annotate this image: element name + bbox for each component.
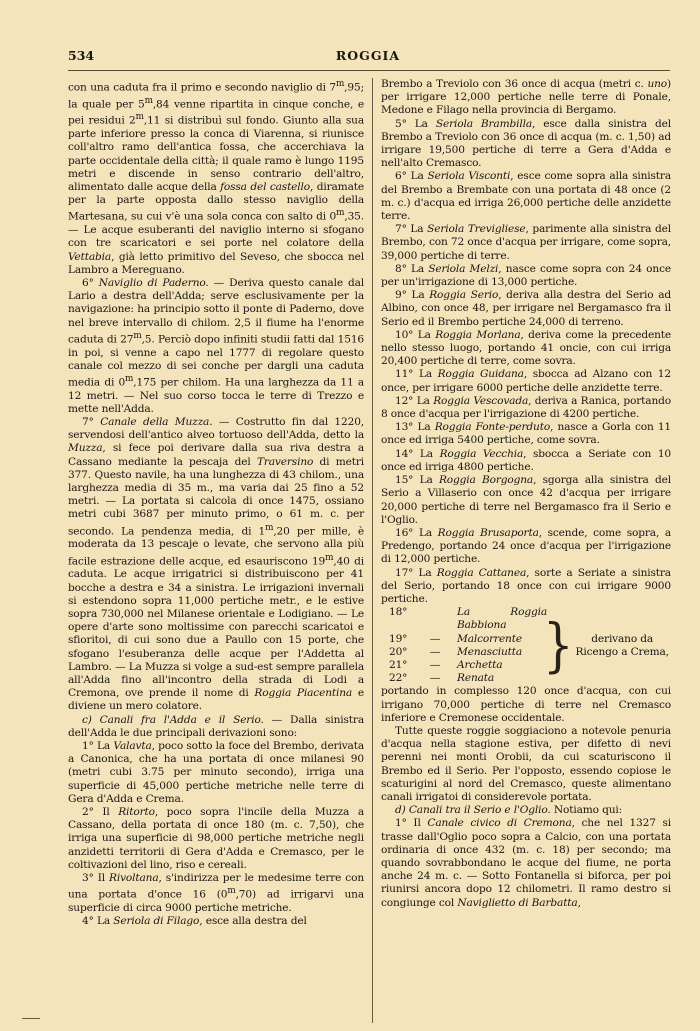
roggia-name: La Roggia Babbiona <box>457 606 547 632</box>
roggia-group-table <box>389 606 671 685</box>
paragraph: d) Canali tra il Serio e l'Oglio. Notiamo qui: <box>395 804 623 817</box>
roggia-num: 20° <box>389 645 408 658</box>
roggia-name: Renata <box>457 672 495 685</box>
paragraph: 6° Naviglio di Paderno. — Deriva questo canale dal Lario a destra dell'Adda; serve esclusivamente per la navigazione: ha principio sotto il ponte di Paderno, dove nel breve intervallo di chilom. 2,5 il fiume ha l'enorme caduta di 27$^m$,5. Perciò dopo infiniti studii fatti dal 1516 in poi, si venne a capo nel 1777 di regolare questo canale col mezzo di sei conche per dargli una caduta media di 0$^m$,175 per chilom. Ha una larghezza da 11 a 12 metri. — Nel suo corso tocca le terre di Trezzo e mette nell'Adda. <box>68 276 365 415</box>
right-column <box>381 78 671 910</box>
paragraph: portando in complesso 120 once d'acqua, con cui irrigano 70,000 pertiche di terre nel Cremasco inferiore e Cremonese occidentale. <box>381 685 671 724</box>
roggia-num: 22° <box>389 672 408 685</box>
roggia-row <box>389 672 547 685</box>
grouping-brace: } <box>543 612 574 680</box>
roggia-group-note: derivano da Ricengo a Crema, <box>575 632 669 658</box>
paragraph: 1° La Valavta, poco sotto la foce del Brembo, derivata a Canonica, che ha una portata di once milanesi 90 (metri cubi 3.75 per minuto secondo), irriga una superficie di 45,000 pertiche metriche nelle terre di Gera d'Adda e Crema. <box>68 740 364 805</box>
paragraph: 15° La Roggia Borgogna, sgorga alla sinistra del Serio a Villaserio con once 42 d'acqua per irrigare 20,000 pertiche di terre nel Bergamasco fra il Serio e l'Oglio. <box>381 474 671 526</box>
roggia-name: Archetta <box>457 658 503 671</box>
header-rule <box>68 70 670 71</box>
paragraph: 3° Il Rivoltana, s'indirizza per le medesime terre con una portata d'once 16 (0$^m$,70) ad irrigarvi una superficie di circa 9000 pertiche metriche. <box>68 872 364 914</box>
roggia-row <box>389 646 547 659</box>
paragraph: 6° La Seriola Visconti, esce come sopra alla sinistra del Brembo a Brembate con una portata di 48 once (2 m. c.) d'acqua ed irriga 26,000 pertiche delle anzidette terre. <box>381 170 671 223</box>
paragraph: 11° La Roggia Guidana, sbocca ad Alzano con 12 once, per irrigare 6000 pertiche delle anzidette terre. <box>381 368 671 394</box>
roggia-dash: — <box>429 645 441 658</box>
roggia-row <box>389 606 547 632</box>
paragraph: Tutte queste roggie soggiaciono a notevole penuria d'acqua nella stagione estiva, per difetto di nevi perenni nei monti Orobii, da cui scaturiscono il Brembo ed il Serio. Per l'opposto, essendo copiose le scaturigini al nord del Cremasco, queste alimentano canali irrigatoi di considerevole portata. <box>381 724 671 803</box>
roggia-name: Menasciutta <box>457 645 523 658</box>
paragraph: 12° La Roggia Vescovada, deriva a Ranica, portando 8 once d'acqua per l'irrigazione di 4200 pertiche. <box>381 394 671 421</box>
paragraph: 10° La Roggia Morlana, deriva come la precedente nello stesso luogo, portando 41 oncie, con cui irriga 20,400 pertiche di terre, come sovra. <box>381 328 671 368</box>
right-column-top <box>381 78 671 606</box>
paragraph: 7° La Seriola Trevigliese, parimente alla sinistra del Brembo, con 72 once d'acqua per irrigare, come sopra, 39,000 pertiche di terre. <box>381 223 671 262</box>
roggia-row <box>389 633 547 646</box>
paragraph: 1° Il Canale civico di Cremona, che nel 1327 si trasse dall'Oglio poco sopra a Calcio, con una portata ordinaria di once 432 (m. c. 18) per secondo; ma quando sovrabbondano le acque del fiume, ne porta anche 24 m. c. — Sotto Fontanella si biforca, per poi riunirsi ancora dopo 12 chilometri. Il ramo destro si congiunge col Naviglietto di Barbatta, <box>381 817 672 909</box>
roggia-group-names <box>389 606 547 685</box>
roggia-num: 19° <box>389 632 408 645</box>
paragraph: Brembo a Treviolo con 36 once di acqua (metri c. uno) per irrigare 12,000 pertiche nelle terre di Ponale, Medone e Filago nella provincia di Bergamo. <box>381 78 671 117</box>
paragraph: 16° La Roggia Brusaporta, scende, come sopra, a Predengo, portando 24 once d'acqua per l'irrigazione di 12,000 pertiche. <box>381 526 671 566</box>
paragraph: 9° La Roggia Serio, deriva alla destra del Serio ad Albino, con once 48, per irrigare nel Bergamasco fra il Serio ed il Brembo pertiche 24,000 di terreno. <box>381 289 671 328</box>
paragraph: 17° La Roggia Cattanea, sorte a Seriate a sinistra del Serio, portando 18 once con cui irrigare 9000 pertiche. <box>381 566 671 605</box>
margin-mark <box>22 1018 40 1019</box>
page-title: ROGGIA <box>335 48 401 63</box>
paragraph: c) Canali fra l'Adda e il Serio. — Dalla sinistra dell'Adda le due principali derivazioni sono: <box>68 713 364 739</box>
roggia-name: Malcorrente <box>457 632 522 645</box>
paragraph: 7° Canale della Muzza. — Costrutto fin dal 1220, servendosi dell'antico alveo tortuoso dell'Adda, detto la Muzza, si fece poi derivare dalla sua riva destra a Cassano mediante la pescaja del Traversino di metri 377. Questo navile, ha una lunghezza di 43 chilom., una larghezza media di 35 m., ma varia dai 25 fino a 52 metri. — La portata si calcola di once 1475, ossiano metri cubi 3687 per minuto primo, o 61 m. c. per secondo. La pendenza media, di 1$^m$,20 per mille, è moderata da 13 pescaje o levate, che servono alla più facile estrazione delle acque, ed esauriscono 19$^m$,40 di caduta. Le acque irrigatrici si distribuiscono per 41 bocche a destra e 34 a sinistra. Le irrigazioni invernali si estendono sopra 11,000 pertiche metr., e le estive sopra 730,000 nel Milanese orientale e Lodigiano. — Le opere d'arte sono moltissime con parecchi scaricatoi e sfioritoi, di cui sono due a Paullo con 15 porte, che sfogano l'esuberanza delle acque per l'Addetta al Lambro. — La Muzza si volge a sud-est sempre parallela all'Adda fino all'incontro della strada di Lodi a Cremona, ove prende il nome di Roggia Piacentina e diviene un mero colatore. <box>68 416 365 713</box>
roggia-dash: — <box>429 672 441 685</box>
paragraph: 2° Il Ritorto, poco sopra l'incile della Muzza a Cassano, della portata di once 180 (m. c. 7,50), che irriga una superficie di 98,000 pertiche metriche negli anzidetti territorii di Gera d'Adda e Cremasco, per le coltivazioni del lino, riso e cereali. <box>68 806 364 871</box>
left-column <box>68 78 364 928</box>
roggia-dash <box>413 606 457 632</box>
paragraph: 8° La Seriola Melzi, nasce come sopra con 24 once per un'irrigazione di 13,000 pertiche. <box>381 262 671 289</box>
page-number: 534 <box>68 48 95 63</box>
paragraph: 5° La Seriola Brambilla, esce dalla sinistra del Brembo a Treviolo con 36 once di acqua (m. c. 1,50) ad irrigare 19,500 pertiche di terre a Gera d'Adda e nell'alto Cremasco. <box>381 117 671 170</box>
column-divider <box>372 78 373 1023</box>
roggia-num: 18° <box>389 606 408 619</box>
roggia-dash: — <box>429 658 441 671</box>
paragraph: con una caduta fra il primo e secondo naviglio di 7$^m$,95; la quale per 5$^m$,84 venne ripartita in cinque conche, e pei residui 2$^m$,11 si distribuì sul fondo. Giunto alla sua parte inferiore presso la conca di Viarenna, si riunisce coll'altro ramo dell'antica fossa, che accerchiava la parte occidentale della città; il quale ramo è lungo 1195 metri e discende in senso contrario dell'altro, alimentato dalle acque della fossa del castello, diramate per la parte opposta dallo stesso naviglio della Martesana, su cui v'è una sola conca con salto di 0$^m$,35. — Le acque esuberanti del naviglio interno si sfogano con tre scaricatori e sei porte nel colatore della Vettabia, già letto primitivo del Seveso, che sbocca nel Lambro a Mereguano. <box>68 79 365 276</box>
roggia-dash: — <box>429 632 441 645</box>
paragraph: 14° La Roggia Vecchia, sbocca a Seriate con 10 once ed irriga 4800 pertiche. <box>381 447 672 473</box>
right-column-bottom <box>381 685 671 909</box>
paragraph: 13° La Roggia Fonte-perduto, nasce a Gorla con 11 once ed irriga 5400 pertiche, come sovra. <box>381 421 671 447</box>
roggia-num: 21° <box>389 658 408 671</box>
paragraph: 4° La Seriola di Filago, esce alla destra del <box>82 915 307 928</box>
roggia-row <box>389 659 547 672</box>
page-header <box>68 48 668 68</box>
